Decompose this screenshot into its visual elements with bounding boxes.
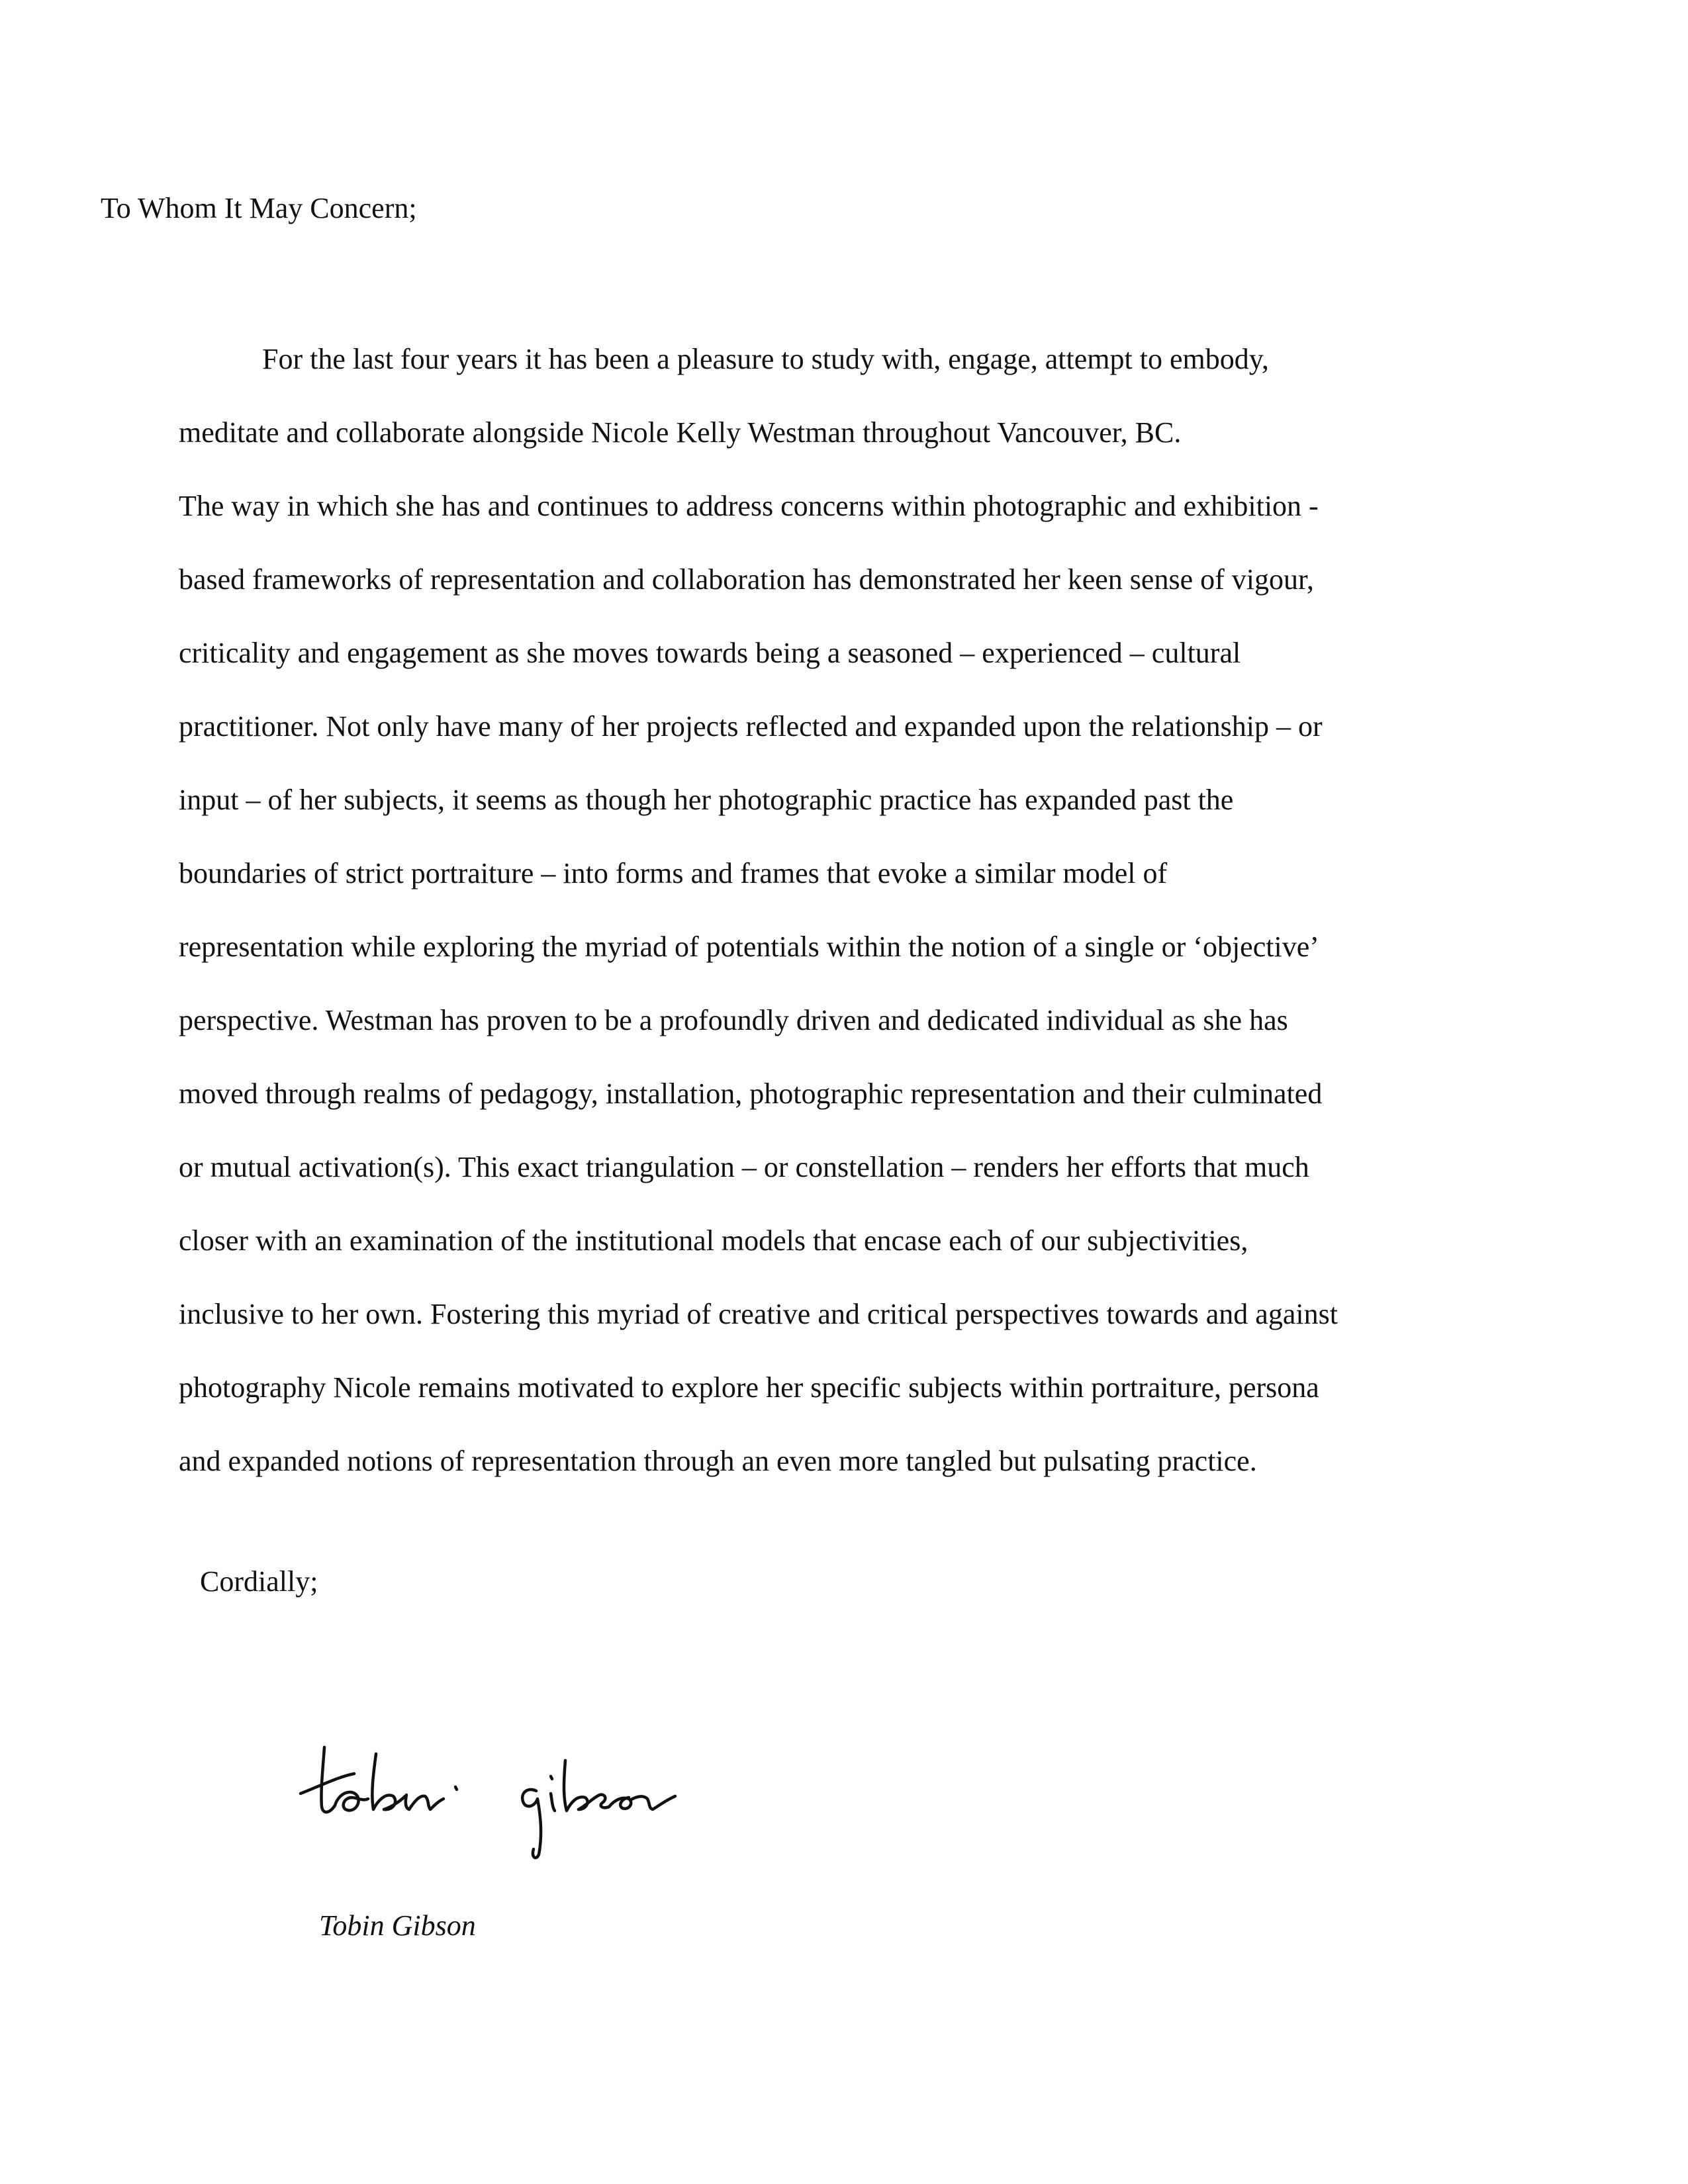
- body-line-15: photography Nicole remains motivated to explore her specific subjects within portraiture, persona: [179, 1371, 1319, 1404]
- body-line-14: inclusive to her own. Fostering this myriad of creative and critical perspectives towards and against: [179, 1298, 1338, 1330]
- body-line-12: or mutual activation(s). This exact triangulation – or constellation – renders her efforts that much: [179, 1151, 1309, 1183]
- body-line-5: criticality and engagement as she moves towards being a seasoned – experienced – cultural: [179, 637, 1241, 669]
- body-line-6: practitioner. Not only have many of her projects reflected and expanded upon the relationship – or: [179, 710, 1323, 743]
- closing: Cordially;: [200, 1565, 318, 1598]
- body-line-3: The way in which she has and continues to address concerns within photographic and exhibition -: [179, 490, 1319, 522]
- body-line-2: meditate and collaborate alongside Nicole Kelly Westman throughout Vancouver, BC.: [179, 416, 1182, 449]
- body-line-10: perspective. Westman has proven to be a profoundly driven and dedicated individual as she has: [179, 1004, 1288, 1036]
- salutation: To Whom It May Concern;: [101, 192, 417, 224]
- body-line-9: representation while exploring the myriad of potentials within the notion of a single or ‘objective’: [179, 931, 1319, 963]
- signer-name: Tobin Gibson: [319, 1909, 476, 1942]
- body-line-8: boundaries of strict portraiture – into forms and frames that evoke a similar model of: [179, 857, 1168, 889]
- body-line-7: input – of her subjects, it seems as though her photographic practice has expanded past the: [179, 784, 1234, 816]
- body-line-13: closer with an examination of the institutional models that encase each of our subjectivities,: [179, 1224, 1248, 1257]
- body-line-4: based frameworks of representation and collaboration has demonstrated her keen sense of vigour,: [179, 563, 1314, 596]
- body-line-16: and expanded notions of representation through an even more tangled but pulsating practice.: [179, 1445, 1257, 1477]
- body-line-1: For the last four years it has been a pleasure to study with, engage, attempt to embody,: [262, 343, 1269, 375]
- handwritten-signature: [291, 1741, 741, 1866]
- body-line-11: moved through realms of pedagogy, installation, photographic representation and their culminated: [179, 1077, 1323, 1110]
